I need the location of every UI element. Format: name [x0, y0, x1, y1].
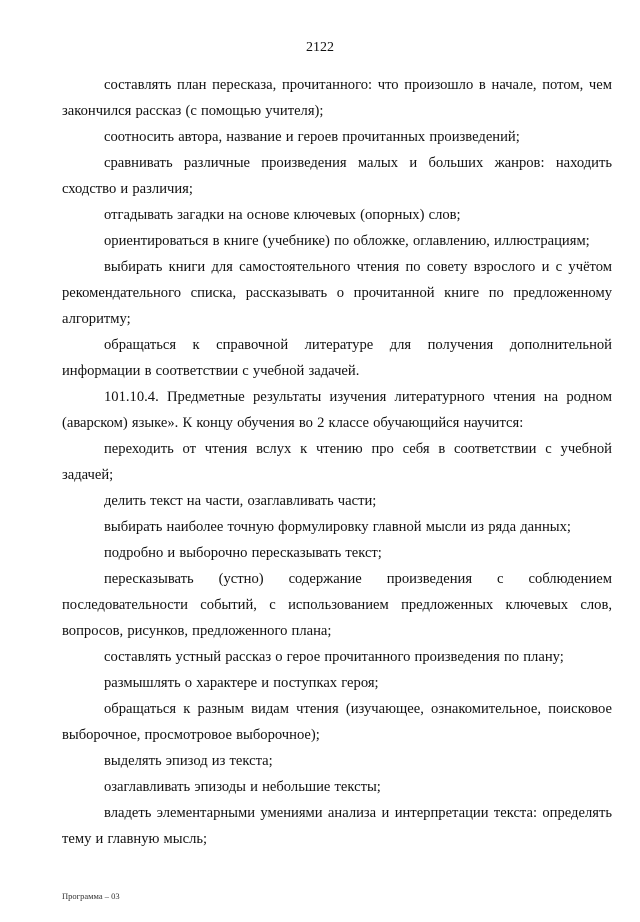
document-body [62, 72, 612, 852]
paragraph: отгадывать загадки на основе ключевых (опорных) слов; [104, 207, 461, 223]
paragraph: соотносить автора, название и героев прочитанных произведений; [104, 129, 520, 145]
paragraph: ориентироваться в книге (учебнике) по обложке, оглавлению, иллюстрациям; [104, 233, 590, 249]
paragraph: составлять план пересказа, прочитанного: что произошло в начале, потом, чем закончился рассказ (с помощью учителя); [62, 77, 612, 119]
paragraph: подробно и выборочно пересказывать текст; [104, 545, 382, 561]
paragraph: выбирать книги для самостоятельного чтения по совету взрослого и с учётом рекомендательного списка, рассказывать о прочитанной книге по предложенному алгоритму; [62, 259, 612, 327]
footer-label: Программа – 03 [62, 891, 120, 901]
paragraph: выделять эпизод из текста; [104, 753, 273, 769]
paragraph: сравнивать различные произведения малых и больших жанров: находить сходство и различия; [62, 155, 612, 197]
section-heading-paragraph: 101.10.4. Предметные результаты изучения литературного чтения на родном (аварском) языке». К концу обучения во 2 классе обучающийся научится: [62, 389, 612, 431]
paragraph: выбирать наиболее точную формулировку главной мысли из ряда данных; [104, 519, 571, 535]
paragraph: обращаться к разным видам чтения (изучающее, ознакомительное, поисковое выборочное, просмотровое выборочное); [62, 701, 612, 743]
paragraph: размышлять о характере и поступках героя; [104, 675, 379, 691]
paragraph: составлять устный рассказ о герое прочитанного произведения по плану; [104, 649, 564, 665]
paragraph: владеть элементарными умениями анализа и интерпретации текста: определять тему и главную мысль; [62, 805, 612, 847]
paragraph: переходить от чтения вслух к чтению про себя в соответствии с учебной задачей; [62, 441, 612, 483]
paragraph: озаглавливать эпизоды и небольшие тексты; [104, 779, 381, 795]
page-number: 2122 [306, 40, 334, 55]
paragraph: пересказывать (устно) содержание произведения с соблюдением последовательности событий, с использованием предложенных ключевых слов, вопросов, рисунков, предложенного плана; [62, 571, 612, 639]
paragraph: делить текст на части, озаглавливать части; [104, 493, 377, 509]
paragraph: обращаться к справочной литературе для получения дополнительной информации в соответствии с учебной задачей. [62, 337, 612, 379]
